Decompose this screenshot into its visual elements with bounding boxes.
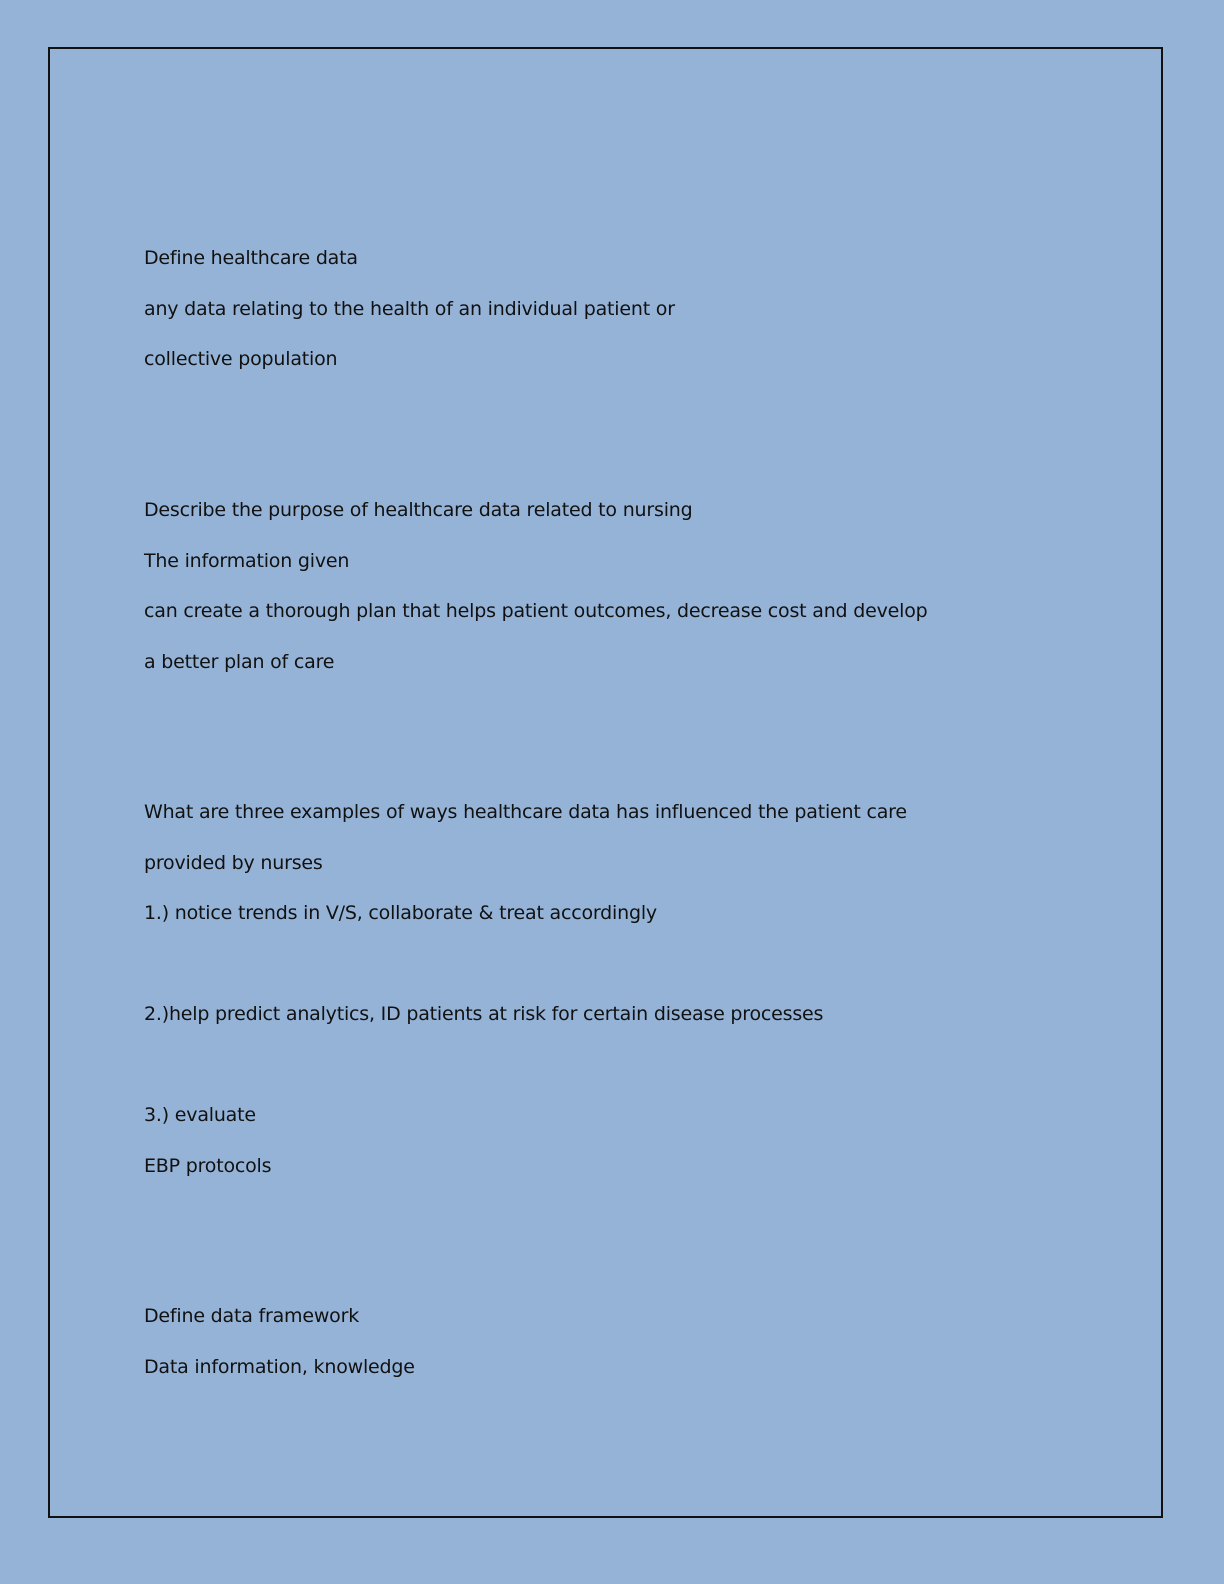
answer-line: Data information, knowledge bbox=[144, 1356, 415, 1378]
answer-line: a better plan of care bbox=[144, 651, 335, 673]
question-define-data-framework: Define data framework bbox=[144, 1305, 360, 1327]
answer-line: can create a thorough plan that helps patient outcomes, decrease cost and develop bbox=[144, 600, 928, 622]
question-define-healthcare-data: Define healthcare data bbox=[144, 247, 358, 269]
answer-line: The information given bbox=[144, 550, 350, 572]
example-item-2: 2.)help predict analytics, ID patients at risk for certain disease processes bbox=[144, 1003, 824, 1025]
example-item-3-continuation: EBP protocols bbox=[144, 1155, 272, 1177]
question-continuation: provided by nurses bbox=[144, 852, 323, 874]
question-purpose-healthcare-data: Describe the purpose of healthcare data related to nursing bbox=[144, 499, 693, 521]
question-three-examples: What are three examples of ways healthcare data has influenced the patient care bbox=[144, 801, 907, 823]
answer-line: any data relating to the health of an individual patient or bbox=[144, 298, 675, 320]
example-item-3: 3.) evaluate bbox=[144, 1104, 256, 1126]
example-item-1: 1.) notice trends in V/S, collaborate & treat accordingly bbox=[144, 902, 657, 924]
answer-line: collective population bbox=[144, 348, 338, 370]
